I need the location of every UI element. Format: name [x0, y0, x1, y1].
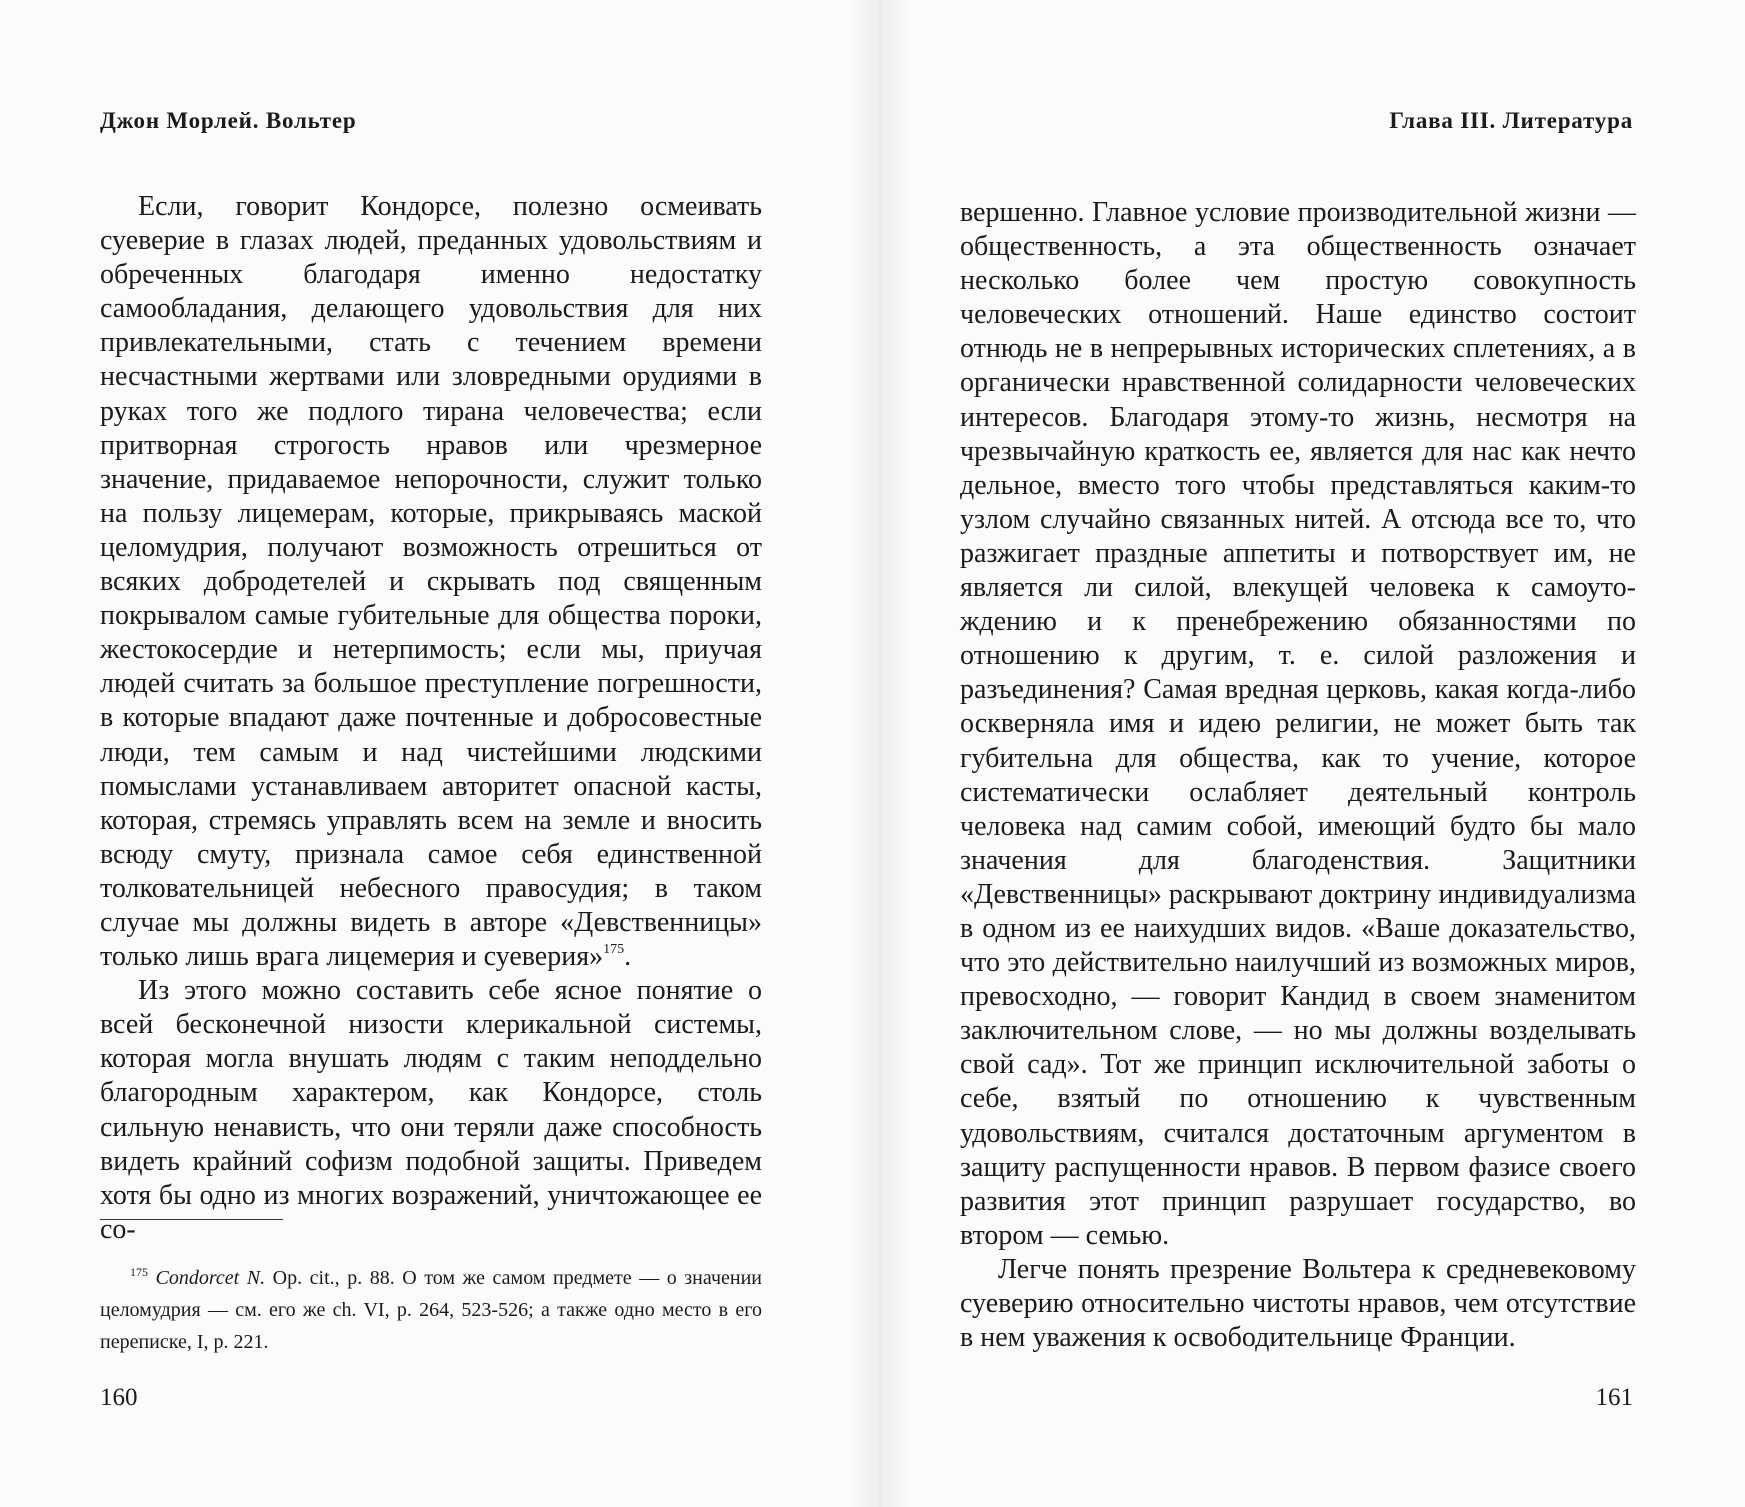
right-page-number: 161: [1595, 1384, 1633, 1411]
left-page: [0, 0, 870, 1507]
left-page-number: 160: [100, 1384, 138, 1411]
footnote-reference: 175: [603, 942, 625, 958]
right-page: [890, 0, 1745, 1507]
right-paragraph-1: вершенно. Главное условие производительной жизни — общественность, а эта общественность означает несколько более чем простую совокупность человеческих отношений. Наше единство состоит отнюдь не в непрерывных исторических сплетениях, а в органически нравственной солидарности человеческих интересов. Благодаря этому-то жизнь, несмотря на чрезвычайную краткость ее, является для нас как нечто дельное, вместо того чтобы представляться каким-то узлом случайно связанных нитей. А отсюда все то, что разжигает праздные аппетиты и потворствует им, не является ли силой, влекущей человека к самоутождению и к пренебрежению обязанностями по отношению к другим, т. е. силой разложения и разъединения? Самая вредная церковь, какая когда-либо оскверняла имя и идею религии, не может быть так губительна для общества, как то учение, которое систематически ослабляет деятельный контроль человека над самим собой, имеющий будто бы мало значения для благоденствия. Защитники «Девственницы» раскрывают доктрину индивидуализма в одном из ее наихудших видов. «Ваше доказательство, что это действительно наилучший из возможных миров, превосходно, — говорит Кандид в своем знаменитом заключительном слове, — но мы должны возделывать свой сад». Тот же принцип исключительной заботы о себе, взятый по отношению к чувственным удовольствиям, считался достаточным аргументом в защиту распущенности нравов. В первом фазисе своего развития этот принцип разрушает государство, во втором — семью.: [960, 197, 1636, 1251]
left-paragraph-1-text: Если, говорит Кондорсе, полезно осмеивать суеверие в глазах людей, преданных удовольствиям и обреченных благодаря именно недостатку самообладания, делающего удовольствия для них привлекательными, стать с течением времени несчастными жертвами или зловредными орудиями в руках того же подлого тирана человечества; если притворная строгость нравов или чрезмерное значение, придаваемое непорочности, служит только на пользу лицемерам, которые, прикрываясь маской целомудрия, получают возможность отрешиться от всяких добродетелей и скрывать под священным покрывалом самые губительные для общества пороки, жестокосердие и нетерпимость; если мы, приучая людей считать за большое преступление погрешности, в которые впадают даже почтенные и добросовестные люди, тем самым и над чистейшими людскими помыслами устанавливаем авторитет опасной касты, которая, стремясь управлять всем на земле и вносить всюду смуту, признала самое себя единственной толковательницей небесного правосудия; в таком случае мы должны видеть в авторе «Девственницы» только лишь врага лицемерия и суеверия»: [100, 191, 762, 973]
left-paragraph-1: [100, 190, 762, 974]
footnote-paragraph: [100, 1262, 762, 1358]
footnote-number: 175: [130, 1265, 148, 1279]
footnote-author: Condorcet N.: [155, 1267, 266, 1289]
footnote-divider: [100, 1219, 283, 1220]
right-body-text: [960, 196, 1636, 1355]
left-paragraph-1-end: .: [624, 941, 632, 973]
right-paragraph-2: Легче понять презрение Вольтера к средневековому суеверию относительно чистоты нравов, чем отсутствие в нем уважения к освободительнице Франции.: [960, 1253, 1636, 1354]
footnote-text: Op. cit., p. 88. О том же самом предмете — о значении целомудрия — см. его же ch. VI, p. 264, 523-526; а также одно место в его переписке, I, p. 221.: [100, 1267, 763, 1353]
footnote: [100, 1262, 762, 1358]
left-body-text: [100, 190, 762, 1247]
left-running-head: Джон Морлей. Вольтер: [100, 108, 357, 133]
left-paragraph-2: Из этого можно составить себе ясное понятие о всей бесконечной низости клерикальной системы, которая могла внушать людям с таким неподдельно благородным характером, как Кондорсе, столь сильную ненависть, что они теряли даже способность видеть крайний софизм подобной защиты. Приведем хотя бы одно из многих возражений, уничтожающее ее со-: [100, 975, 762, 1245]
right-running-head: Глава III. Литература: [1389, 108, 1633, 133]
